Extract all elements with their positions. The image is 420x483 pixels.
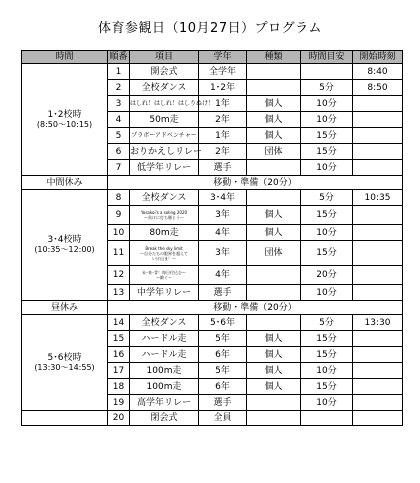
- program-item: 中学年リレー: [130, 285, 199, 301]
- order-number: 16: [108, 347, 130, 363]
- start-time-cell: [353, 285, 403, 301]
- program-item-line: 〜負けに打ち勝とう〜: [144, 215, 184, 220]
- break-label: 昼休み: [22, 301, 108, 315]
- order-number: 15: [108, 331, 130, 347]
- duration-cell: 15分: [301, 331, 353, 347]
- program-item: 高学年リレー: [130, 395, 199, 411]
- order-number: 10: [108, 225, 130, 241]
- kind-cell: 個人: [247, 331, 301, 347]
- grade-cell: 全員: [199, 411, 247, 426]
- order-number: 14: [108, 315, 130, 331]
- order-number: 2: [108, 80, 130, 96]
- duration-cell: 10分: [301, 96, 353, 112]
- order-number: 13: [108, 285, 130, 301]
- program-item: 全校ダンス: [130, 315, 199, 331]
- period-time-range: (8:50〜10:15): [36, 119, 93, 129]
- grade-cell: 3･4年: [199, 190, 247, 206]
- period-label: 1･2校時: [47, 109, 82, 120]
- program-item-line: 〜敵ぐ〜: [156, 275, 172, 280]
- kind-cell: [247, 80, 301, 96]
- start-time-cell: [353, 411, 403, 426]
- program-item: [130, 206, 199, 225]
- grade-cell: 3年: [199, 241, 247, 266]
- start-time-cell: [353, 112, 403, 128]
- start-time-cell: [353, 347, 403, 363]
- grade-cell: 2年: [199, 144, 247, 160]
- program-item: 全校ダンス: [130, 190, 199, 206]
- kind-cell: 個人: [247, 363, 301, 379]
- order-number: 12: [108, 266, 130, 285]
- program-item: ハードル走: [130, 347, 199, 363]
- kind-cell: [247, 395, 301, 411]
- period-cell: [22, 64, 108, 176]
- break-row: [22, 301, 403, 315]
- period-label: 5･6校時: [47, 352, 82, 363]
- kind-cell: [247, 64, 301, 80]
- grade-cell: 全学年: [199, 64, 247, 80]
- period-time-range: (10:35〜12:00): [34, 245, 95, 254]
- program-item-line: 未･来･青！毎日付込む〜: [142, 270, 186, 275]
- order-number: 3: [108, 96, 130, 112]
- table-row: [22, 64, 403, 80]
- program-item-line: 〜自分たちの限界を超えて: [140, 250, 188, 256]
- duration-cell: 5分: [301, 315, 353, 331]
- program-item: おりかえしリレー: [130, 144, 199, 160]
- break-description: 移動・準備（20分）: [108, 176, 403, 190]
- program-item: [130, 241, 199, 266]
- grade-cell: 6年: [199, 347, 247, 363]
- duration-cell: 10分: [301, 225, 353, 241]
- program-item: ハードル走: [130, 331, 199, 347]
- header-cell-item: 項目: [130, 51, 199, 64]
- kind-cell: 個人: [247, 347, 301, 363]
- header-cell-grade: 学年: [199, 51, 247, 64]
- grade-cell: 5年: [199, 363, 247, 379]
- kind-cell: 個人: [247, 96, 301, 112]
- duration-cell: 10分: [301, 160, 353, 176]
- duration-cell: [301, 64, 353, 80]
- kind-cell: [247, 160, 301, 176]
- kind-cell: 個人: [247, 112, 301, 128]
- start-time-cell: [353, 96, 403, 112]
- kind-cell: [247, 411, 301, 426]
- order-number: 1: [108, 64, 130, 80]
- start-time-cell: [353, 379, 403, 395]
- program-item: 全校ダンス: [130, 80, 199, 96]
- kind-cell: 個人: [247, 206, 301, 225]
- kind-cell: [247, 285, 301, 301]
- duration-cell: 15分: [301, 144, 353, 160]
- start-time-cell: 8:50: [353, 80, 403, 96]
- kind-cell: [247, 266, 301, 285]
- grade-cell: 4年: [199, 225, 247, 241]
- start-time-cell: 10:35: [353, 190, 403, 206]
- program-item-line: いけ山ま！〜: [152, 255, 176, 261]
- start-time-cell: [353, 241, 403, 266]
- kind-cell: [247, 315, 301, 331]
- order-number: 7: [108, 160, 130, 176]
- order-number: 17: [108, 363, 130, 379]
- page-title: 体育参観日（10月27日）プログラム: [98, 21, 322, 36]
- order-number: 4: [108, 112, 130, 128]
- header-cell-start: 開始時刻: [353, 51, 403, 64]
- start-time-cell: [353, 160, 403, 176]
- grade-cell: 選手: [199, 395, 247, 411]
- duration-cell: 5分: [301, 190, 353, 206]
- table-header: [22, 51, 403, 64]
- grade-cell: 選手: [199, 285, 247, 301]
- start-time-cell: 8:40: [353, 64, 403, 80]
- order-number: 8: [108, 190, 130, 206]
- kind-cell: 個人: [247, 128, 301, 144]
- program-item: 100m走: [130, 379, 199, 395]
- table-row: [22, 190, 403, 206]
- duration-cell: 5分: [301, 80, 353, 96]
- break-label: 中間休み: [22, 176, 108, 190]
- order-number: 5: [108, 128, 130, 144]
- program-item: 低学年リレー: [130, 160, 199, 176]
- grade-cell: 6年: [199, 379, 247, 395]
- order-number: 9: [108, 206, 130, 225]
- header-cell-time: 時間: [22, 51, 108, 64]
- start-time-cell: [353, 363, 403, 379]
- kind-cell: 個人: [247, 379, 301, 395]
- program-item: 80m走: [130, 225, 199, 241]
- duration-cell: 15分: [301, 241, 353, 266]
- grade-cell: 1･2年: [199, 80, 247, 96]
- program-item-line: Break the sky limit: [145, 245, 183, 251]
- grade-cell: 選手: [199, 160, 247, 176]
- duration-cell: 10分: [301, 395, 353, 411]
- break-row: [22, 176, 403, 190]
- program-item: 100m走: [130, 363, 199, 379]
- program-item: 開会式: [130, 64, 199, 80]
- start-time-cell: [353, 225, 403, 241]
- grade-cell: 3年: [199, 206, 247, 225]
- order-number: 20: [108, 411, 130, 426]
- duration-cell: [301, 411, 353, 426]
- start-time-cell: [353, 144, 403, 160]
- break-description: 移動・準備（20分）: [108, 301, 403, 315]
- program-item: 閉会式: [130, 411, 199, 426]
- period-cell: [22, 315, 108, 411]
- program-item-line: Yosakoi's a soling 2020: [140, 210, 188, 215]
- start-time-cell: [353, 206, 403, 225]
- table-body: [22, 64, 403, 426]
- duration-cell: 15分: [301, 347, 353, 363]
- header-cell-kind: 種類: [247, 51, 301, 64]
- header-cell-duration: 時間目安: [301, 51, 353, 64]
- duration-cell: 15分: [301, 128, 353, 144]
- program-item: [130, 266, 199, 285]
- grade-cell: 5年: [199, 331, 247, 347]
- duration-cell: 10分: [301, 363, 353, 379]
- order-number: 18: [108, 379, 130, 395]
- table-row: [22, 315, 403, 331]
- kind-cell: 団体: [247, 144, 301, 160]
- program-item: 50m走: [130, 112, 199, 128]
- grade-cell: 1年: [199, 128, 247, 144]
- program-item: ブラボーアドベンチャー: [130, 128, 199, 144]
- table-row: [22, 411, 403, 426]
- header-cell-order: 順番: [109, 52, 128, 62]
- grade-cell: 4年: [199, 266, 247, 285]
- program-item: はしれ！はしれ！はしりぬけ！: [130, 96, 199, 112]
- start-time-cell: [353, 266, 403, 285]
- duration-cell: 15分: [301, 379, 353, 395]
- duration-cell: 10分: [301, 285, 353, 301]
- order-number: 11: [108, 241, 130, 266]
- program-table: [21, 50, 403, 426]
- order-number: 6: [108, 144, 130, 160]
- order-number: 19: [108, 395, 130, 411]
- start-time-cell: [353, 395, 403, 411]
- period-label: 3･4校時: [47, 235, 82, 245]
- period-time-range: (13:30〜14:55): [34, 362, 95, 372]
- grade-cell: 2年: [199, 112, 247, 128]
- grade-cell: 1年: [199, 96, 247, 112]
- duration-cell: 20分: [301, 266, 353, 285]
- grade-cell: 5･6年: [199, 315, 247, 331]
- start-time-cell: 13:30: [353, 315, 403, 331]
- start-time-cell: [353, 331, 403, 347]
- period-cell-empty: [22, 411, 108, 426]
- period-cell: [22, 190, 108, 301]
- duration-cell: 10分: [301, 112, 353, 128]
- kind-cell: 個人: [247, 225, 301, 241]
- duration-cell: 15分: [301, 206, 353, 225]
- kind-cell: [247, 190, 301, 206]
- start-time-cell: [353, 128, 403, 144]
- kind-cell: 団体: [247, 241, 301, 266]
